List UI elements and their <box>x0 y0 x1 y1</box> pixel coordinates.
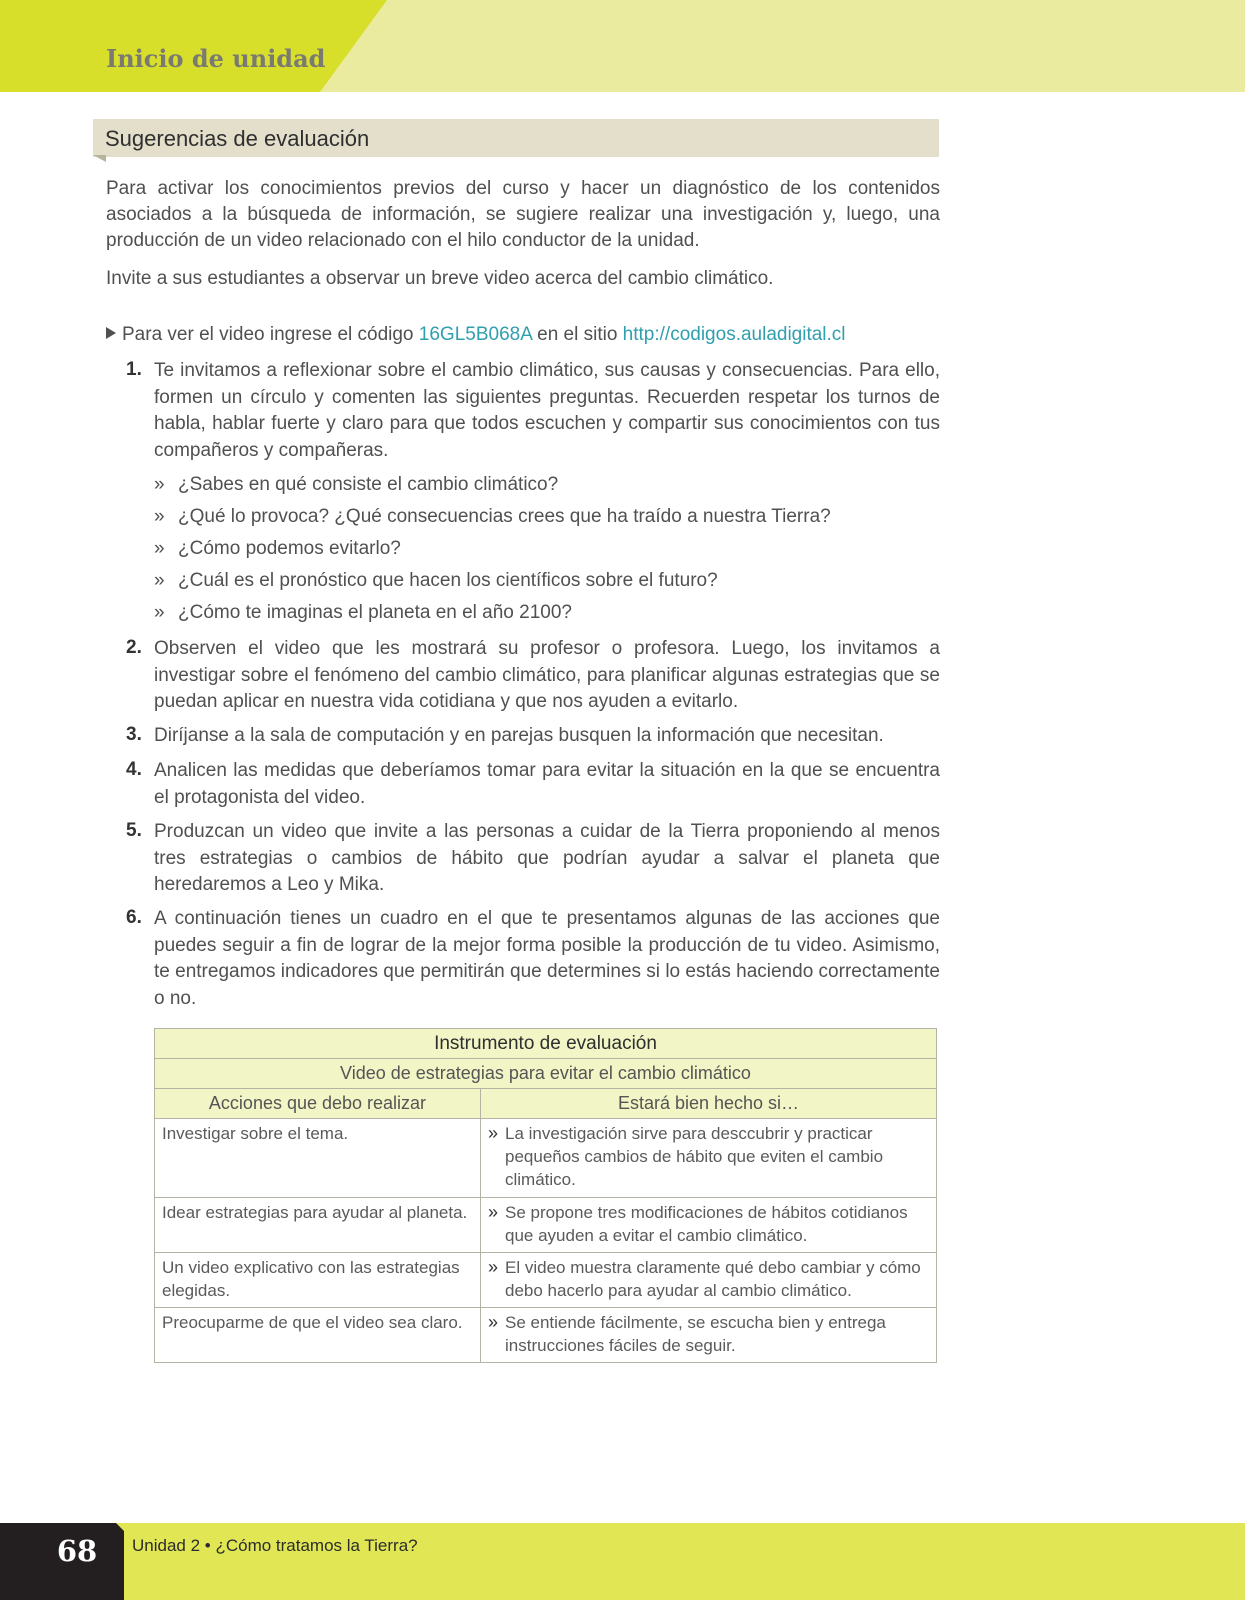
question-text: ¿Cuál es el pronóstico que hacen los científicos sobre el futuro? <box>178 570 718 591</box>
column-header-actions: Acciones que debo realizar <box>155 1089 481 1119</box>
table-row <box>155 1119 937 1198</box>
criterion-cell <box>481 1119 937 1198</box>
video-instruction <box>106 322 846 348</box>
action-cell: Un video explicativo con las estrategias elegidas. <box>155 1253 481 1308</box>
question-text: ¿Cómo podemos evitarlo? <box>178 538 401 559</box>
action-cell: Preocuparme de que el video sea claro. <box>155 1308 481 1363</box>
criterion-text: La investigación sirve para desccubrir y practicar pequeños cambios de hábito que eviten el cambio climático. <box>505 1124 884 1189</box>
item-text: A continuación tienes un cuadro en el que te presentamos algunas de las acciones que puedes seguir a fin de lograr de la mejor forma posible la producción de tu video. Asimismo, te entregamos indicadores que permitirán que determines si lo estás haciendo correctamente o no. <box>154 908 940 1009</box>
table-title: Instrumento de evaluación <box>155 1029 937 1059</box>
item-number: 1. <box>126 359 142 380</box>
criterion-marker: » <box>488 1202 499 1222</box>
table-subtitle: Video de estrategias para evitar el cambio climático <box>155 1059 937 1089</box>
question-text: ¿Sabes en qué consiste el cambio climático? <box>178 474 559 495</box>
footer-unit-title: Unidad 2 • ¿Cómo tratamos la Tierra? <box>132 1536 418 1555</box>
triangle-bullet-icon <box>106 327 116 339</box>
item-text: Observen el video que les mostrará su profesor o profesora. Luego, los invitamos a investigar sobre el fenómeno del cambio climático, para planificar algunas estrategias que se puedan aplicar en nuestra vida cotidiana y que nos ayuden a evitarlo. <box>154 638 940 712</box>
item-number: 2. <box>126 637 142 658</box>
item-number: 4. <box>126 759 142 780</box>
question-marker: » <box>154 602 165 623</box>
section-title: Sugerencias de evaluación <box>105 126 370 151</box>
item-text: Diríjanse a la sala de computación y en parejas busquen la información que necesitan. <box>154 725 884 746</box>
section-heading-fold <box>93 155 106 162</box>
table-row <box>155 1308 937 1363</box>
item-number: 5. <box>126 820 142 841</box>
item-number: 3. <box>126 724 142 745</box>
question-item <box>154 506 831 528</box>
criterion-marker: » <box>488 1123 499 1143</box>
question-item <box>154 602 572 624</box>
criterion-cell <box>481 1198 937 1253</box>
footer-bar <box>0 1523 1245 1600</box>
item-number: 6. <box>126 907 142 928</box>
intro-paragraph-2: Invite a sus estudiantes a observar un breve video acerca del cambio climático. <box>106 268 774 289</box>
section-heading <box>93 119 939 157</box>
item-text: Te invitamos a reflexionar sobre el cambio climático, sus causas y consecuencias. Para ello, formen un círculo y comenten las siguientes preguntas. Recuerden respetar los turnos de habla, hablar fuerte y claro para que todos escuchen y compartir sus conocimientos con tus compañeros y compañeras. <box>154 360 940 461</box>
action-cell: Idear estrategias para ayudar al planeta. <box>155 1198 481 1253</box>
evaluation-table <box>154 1028 937 1363</box>
question-item <box>154 538 401 560</box>
header-title: Inicio de unidad <box>106 44 326 73</box>
question-marker: » <box>154 538 165 559</box>
action-cell: Investigar sobre el tema. <box>155 1119 481 1198</box>
criterion-marker: » <box>488 1257 499 1277</box>
video-url-link[interactable]: http://codigos.auladigital.cl <box>622 324 846 345</box>
question-marker: » <box>154 570 165 591</box>
item-text: Analicen las medidas que deberíamos tomar para evitar la situación en la que se encuentra el protagonista del video. <box>154 760 940 808</box>
table-row <box>155 1198 937 1253</box>
criterion-cell <box>481 1253 937 1308</box>
question-text: ¿Cómo te imaginas el planeta en el año 2100? <box>178 602 572 623</box>
video-code: 16GL5B068A <box>418 324 532 345</box>
video-text-before: Para ver el video ingrese el código <box>122 324 419 345</box>
question-marker: » <box>154 506 165 527</box>
video-text-middle: en el sitio <box>531 324 623 345</box>
question-text: ¿Qué lo provoca? ¿Qué consecuencias crees que ha traído a nuestra Tierra? <box>178 506 831 527</box>
criterion-marker: » <box>488 1312 499 1332</box>
criterion-cell <box>481 1308 937 1363</box>
criterion-text: Se entiende fácilmente, se escucha bien y entrega instrucciones fáciles de seguir. <box>505 1313 886 1355</box>
item-text: Produzcan un video que invite a las personas a cuidar de la Tierra proponiendo al menos tres estrategias o cambios de hábito que podrían ayudar a salvar el planeta que heredaremos a Leo y Mika. <box>154 821 940 895</box>
criterion-text: El video muestra claramente qué debo cambiar y cómo debo hacerlo para ayudar al cambio climático. <box>505 1258 921 1300</box>
question-item <box>154 474 558 496</box>
intro-paragraph: Para activar los conocimientos previos del curso y hacer un diagnóstico de los contenidos asociados a la búsqueda de información, se sugiere realizar una investigación y, luego, una producción de un video relacionado con el hilo conductor de la unidad. <box>106 178 940 251</box>
criterion-text: Se propone tres modificaciones de hábitos cotidianos que ayuden a evitar el cambio climático. <box>505 1203 908 1245</box>
page-number: 68 <box>56 1534 98 1568</box>
question-item <box>154 570 718 592</box>
question-marker: » <box>154 474 165 495</box>
table-row <box>155 1253 937 1308</box>
column-header-criteria: Estará bien hecho si… <box>481 1089 937 1119</box>
